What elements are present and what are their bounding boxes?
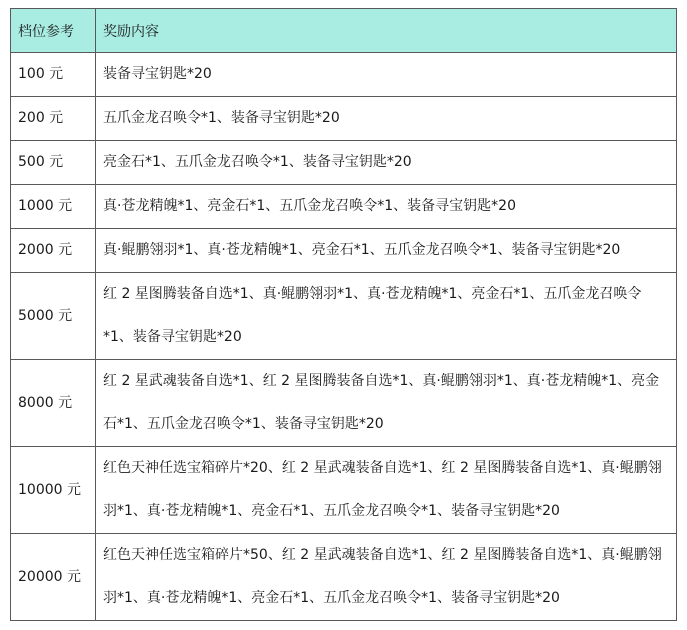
table-row [11,447,677,534]
header-reward: 奖励内容 [96,9,677,53]
table-row [11,229,677,273]
table-row [11,273,677,360]
table-row [11,185,677,229]
tier-cell: 100 元 [11,53,96,97]
header-tier: 档位参考 [11,9,96,53]
reward-cell: 红色天神任选宝箱碎片*50、红 2 星武魂装备自选*1、红 2 星图腾装备自选*1、真·鲲鹏翎羽*1、真·苍龙精魄*1、亮金石*1、五爪金龙召唤令*1、装备寻宝钥匙*20 [96,534,677,621]
tier-cell: 10000 元 [11,447,96,534]
reward-cell: 亮金石*1、五爪金龙召唤令*1、装备寻宝钥匙*20 [96,141,677,185]
tier-cell: 8000 元 [11,360,96,447]
reward-cell: 红 2 星图腾装备自选*1、真·鲲鹏翎羽*1、真·苍龙精魄*1、亮金石*1、五爪金龙召唤令*1、装备寻宝钥匙*20 [96,273,677,360]
reward-cell: 红色天神任选宝箱碎片*20、红 2 星武魂装备自选*1、红 2 星图腾装备自选*1、真·鲲鹏翎羽*1、真·苍龙精魄*1、亮金石*1、五爪金龙召唤令*1、装备寻宝钥匙*20 [96,447,677,534]
reward-cell: 五爪金龙召唤令*1、装备寻宝钥匙*20 [96,97,677,141]
tier-cell: 1000 元 [11,185,96,229]
reward-tier-table [10,8,677,621]
tier-cell: 200 元 [11,97,96,141]
table-row [11,53,677,97]
table-row [11,360,677,447]
table-row [11,534,677,621]
tier-cell: 20000 元 [11,534,96,621]
reward-cell: 真·苍龙精魄*1、亮金石*1、五爪金龙召唤令*1、装备寻宝钥匙*20 [96,185,677,229]
reward-cell: 装备寻宝钥匙*20 [96,53,677,97]
table-row [11,97,677,141]
tier-cell: 500 元 [11,141,96,185]
table-header-row [11,9,677,53]
tier-cell: 2000 元 [11,229,96,273]
reward-cell: 红 2 星武魂装备自选*1、红 2 星图腾装备自选*1、真·鲲鹏翎羽*1、真·苍龙精魄*1、亮金石*1、五爪金龙召唤令*1、装备寻宝钥匙*20 [96,360,677,447]
reward-cell: 真·鲲鹏翎羽*1、真·苍龙精魄*1、亮金石*1、五爪金龙召唤令*1、装备寻宝钥匙*20 [96,229,677,273]
table-row [11,141,677,185]
tier-cell: 5000 元 [11,273,96,360]
